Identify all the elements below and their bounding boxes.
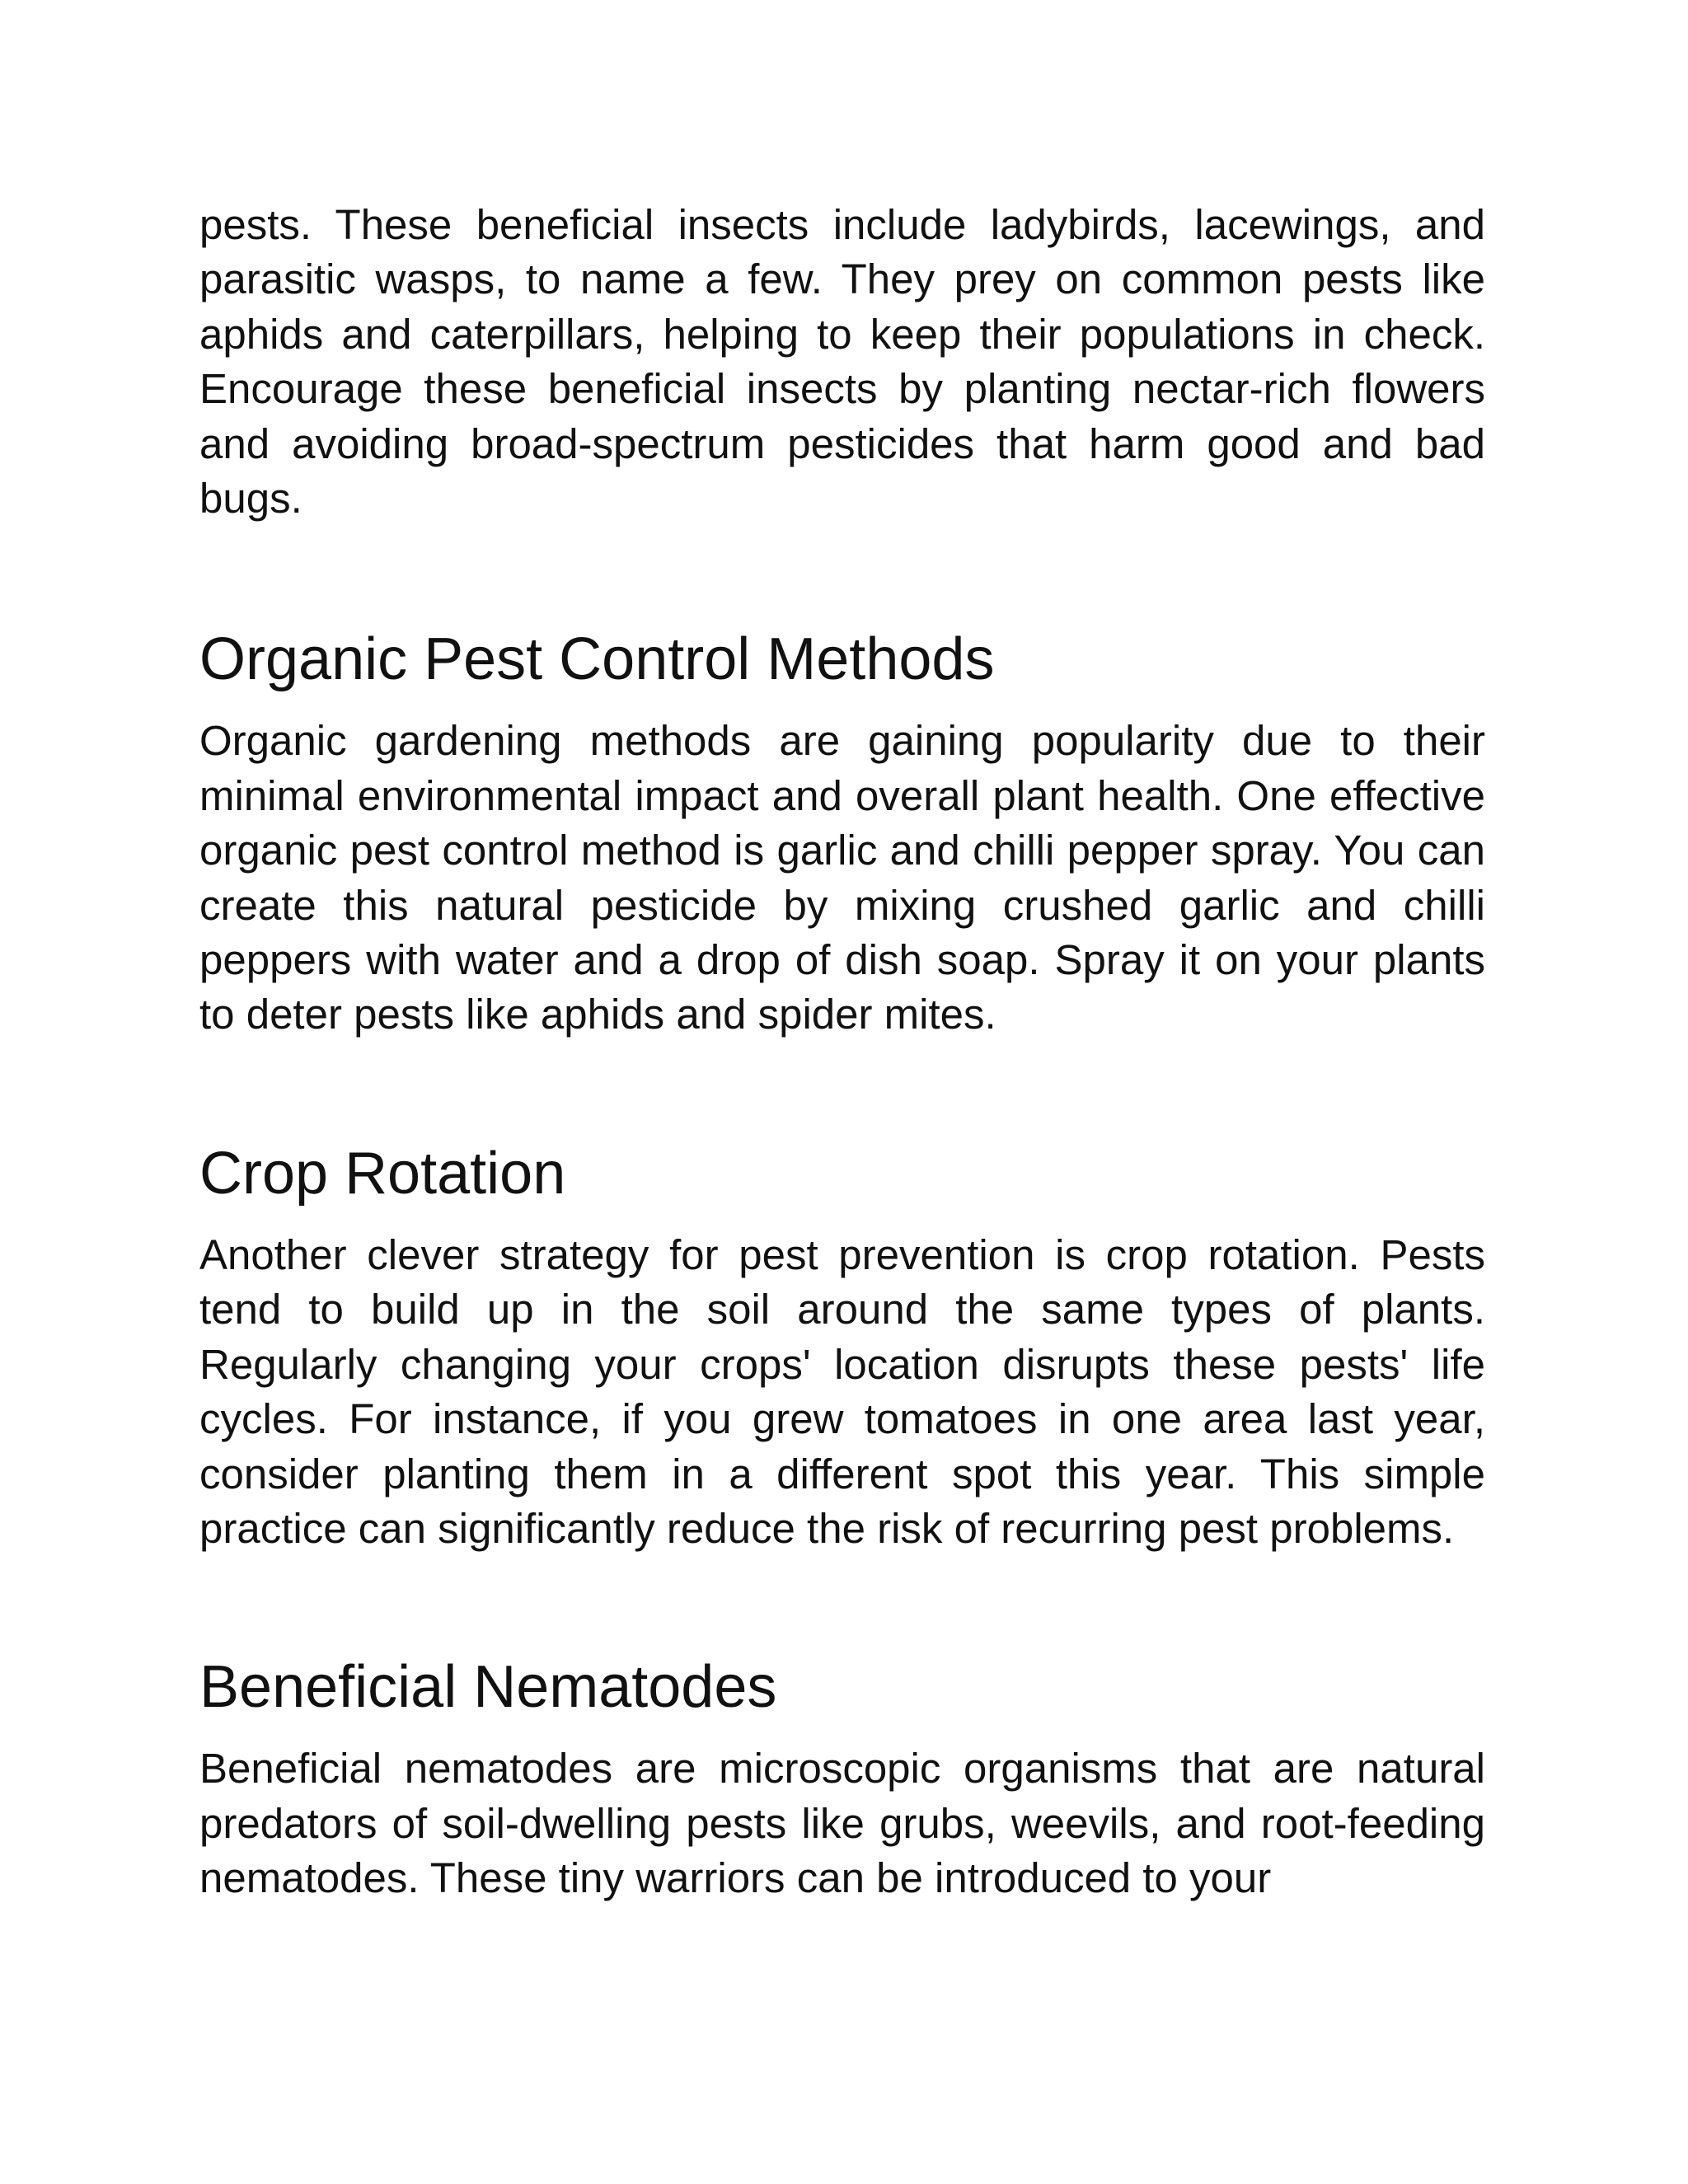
- section-body-beneficial-nematodes: Beneficial nematodes are microscopic organisms that are natural predators of soil-dwelling pests like grubs, weevils, and root-feeding nematodes. These tiny warriors can be introduced to your: [199, 1745, 1485, 1902]
- section-title-organic-pest-control: Organic Pest Control Methods: [199, 626, 995, 693]
- section-title-beneficial-nematodes: Beneficial Nematodes: [199, 1654, 777, 1721]
- section-title-crop-rotation: Crop Rotation: [199, 1140, 566, 1207]
- intro-paragraph: pests. These beneficial insects include ladybirds, lacewings, and parasitic wasps, to name a few. They prey on common pests like aphids and caterpillars, helping to keep their populations in check. Encourage these beneficial insects by planting nectar-rich flowers and avoiding broad-spectrum pesticides that harm good and bad bugs.: [199, 201, 1485, 523]
- page-content: [199, 198, 1485, 1906]
- section-body-crop-rotation: Another clever strategy for pest prevention is crop rotation. Pests tend to build up in the soil around the same types of plants. Regularly changing your crops' location disrupts these pests' life cycles. For instance, if you grew tomatoes in one area last year, consider planting them in a different spot this year. This simple practice can significantly reduce the risk of recurring pest problems.: [199, 1230, 1485, 1552]
- section-body-organic-pest-control: Organic gardening methods are gaining popularity due to their minimal environmental impact and overall plant health. One effective organic pest control method is garlic and chilli pepper spray. You can create this natural pesticide by mixing crushed garlic and chilli peppers with water and a drop of dish soap. Spray it on your plants to deter pests like aphids and spider mites.: [199, 717, 1485, 1038]
